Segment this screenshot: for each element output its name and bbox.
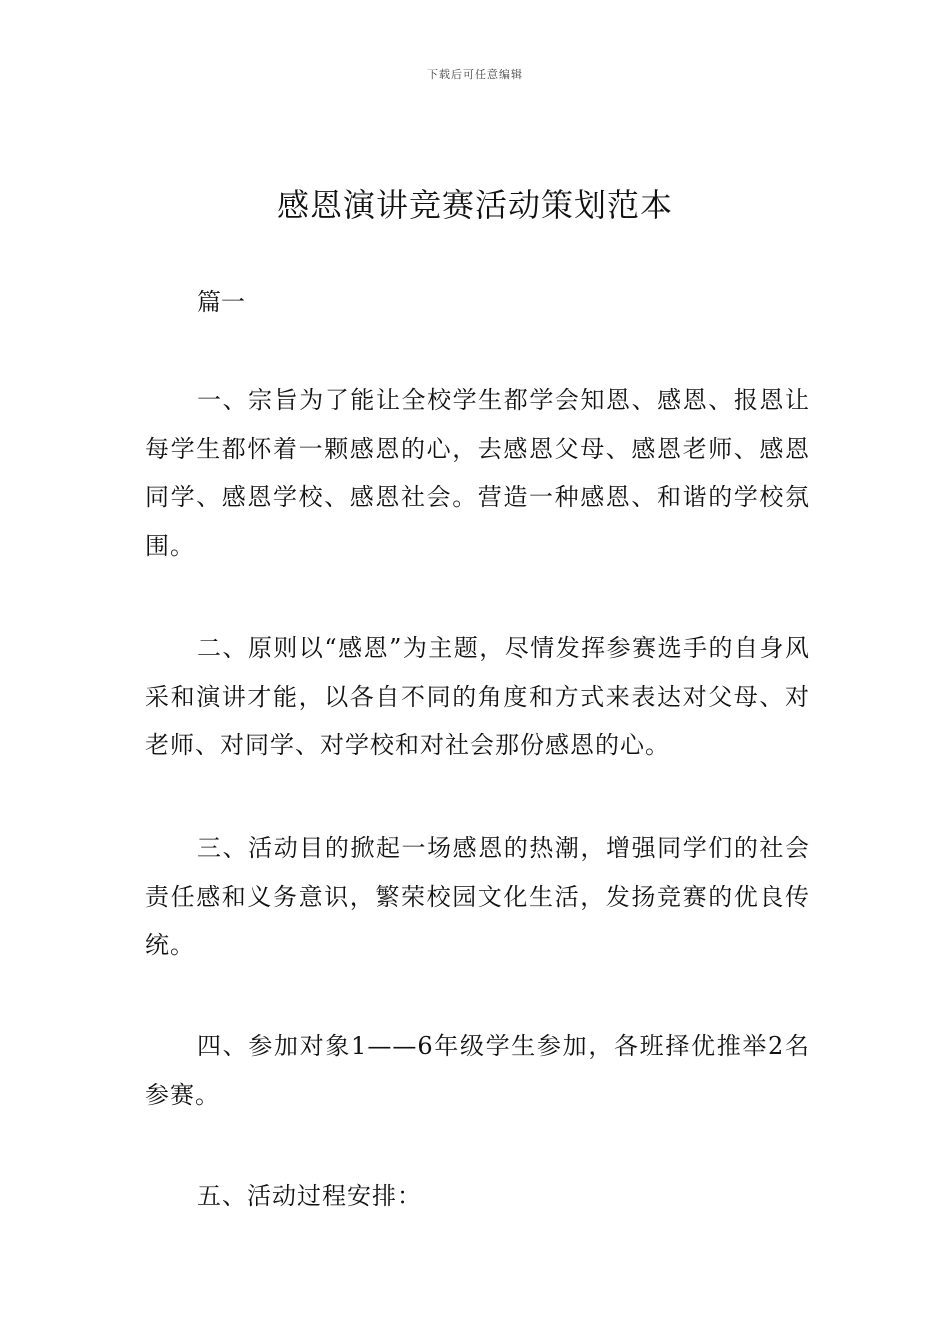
header-note: 下载后可任意编辑	[427, 68, 523, 81]
document-title: 感恩演讲竞赛活动策划范本	[276, 186, 673, 224]
paragraph-arrangement: 五、活动过程安排：	[197, 1182, 422, 1210]
paragraph-goal: 三、活动目的掀起一场感恩的热潮，增强同学们的社会责任感和义务意识，繁荣校园文化生活，发扬竞赛的优良传统。	[145, 834, 810, 959]
paragraph-purpose: 一、宗旨为了能让全校学生都学会知恩、感恩、报恩让每学生都怀着一颗感恩的心，去感恩父母、感恩老师、感恩同学、感恩学校、感恩社会。营造一种感恩、和谐的学校氛围。	[145, 386, 810, 560]
section-label: 篇一	[197, 288, 245, 316]
paragraph-participants: 四、参加对象1——6年级学生参加，各班择优推举2名参赛。	[145, 1032, 810, 1109]
paragraph-principle: 二、原则以“感恩”为主题，尽情发挥参赛选手的自身风采和演讲才能，以各自不同的角度和方式来表达对父母、对老师、对同学、对学校和对社会那份感恩的心。	[145, 634, 810, 759]
